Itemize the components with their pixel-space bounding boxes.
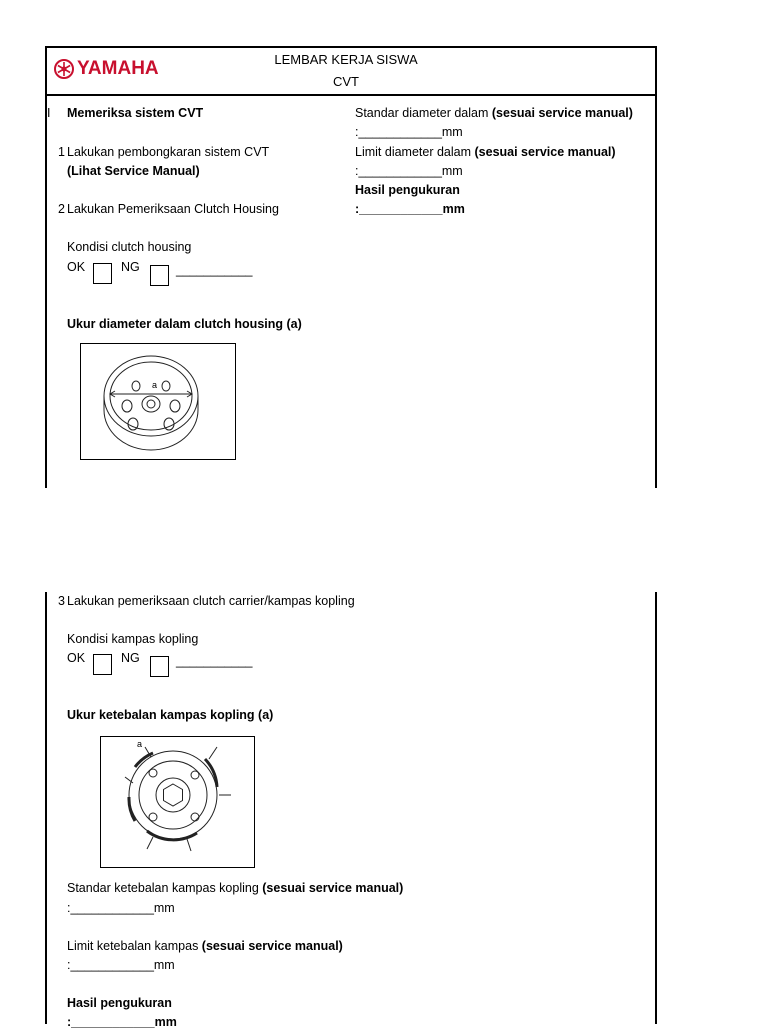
carrier-measure-label: Ukur ketebalan kampas kopling (a) — [67, 708, 274, 722]
table-right-border — [655, 46, 657, 488]
carrier-limit-label: Limit ketebalan kampas (sesuai service manual) — [67, 939, 343, 953]
carrier-diagram-label: a — [137, 739, 143, 749]
carrier-ok-label: OK — [67, 651, 86, 665]
clutch-carrier-drawing — [101, 737, 254, 867]
step-2-text: Lakukan Pemeriksaan Clutch Housing — [67, 202, 279, 216]
step-2-number: 2 — [58, 202, 65, 216]
carrier-ng-checkbox[interactable] — [150, 656, 169, 677]
housing-measure-label: Ukur diameter dalam clutch housing (a) — [67, 317, 302, 331]
housing-ng-label: NG — [121, 260, 140, 274]
step-1-text: Lakukan pembongkaran sistem CVT — [67, 145, 270, 159]
housing-result-field[interactable]: :____________mm — [355, 202, 465, 216]
yamaha-emblem-icon — [54, 59, 74, 79]
housing-std-label: Standar diameter dalam (sesuai service manual) — [355, 106, 633, 120]
page2-right-border — [655, 592, 657, 1024]
carrier-limit-field[interactable]: :____________mm — [67, 958, 175, 972]
carrier-ng-label: NG — [121, 651, 140, 665]
housing-limit-label: Limit diameter dalam (sesuai service manual) — [355, 145, 616, 159]
clutch-carrier-diagram — [100, 736, 255, 868]
step-1-subtext: (Lihat Service Manual) — [67, 164, 200, 178]
carrier-condition-label: Kondisi kampas kopling — [67, 632, 199, 646]
housing-ok-label: OK — [67, 260, 86, 274]
carrier-ok-checkbox[interactable] — [93, 654, 112, 675]
step-3-number: 3 — [58, 594, 65, 608]
carrier-result-field[interactable]: :____________mm — [67, 1015, 177, 1029]
sheet-subtitle: CVT — [333, 74, 359, 89]
carrier-std-label: Standar ketebalan kampas kopling (sesuai service manual) — [67, 881, 404, 895]
housing-std-field[interactable]: :____________mm — [355, 125, 463, 139]
housing-ng-checkbox[interactable] — [150, 265, 169, 286]
carrier-ng-note-line[interactable]: ___________ — [176, 654, 253, 668]
carrier-result-label: Hasil pengukuran — [67, 996, 172, 1010]
table-top-border — [45, 46, 657, 48]
clutch-housing-drawing — [81, 344, 235, 459]
clutch-housing-diagram — [80, 343, 236, 460]
yamaha-logo — [54, 58, 159, 80]
brand-name: YAMAHA — [77, 58, 159, 79]
section-heading: Memeriksa sistem CVT — [67, 106, 204, 120]
housing-ng-note-line[interactable]: ___________ — [176, 263, 253, 277]
carrier-std-field[interactable]: :____________mm — [67, 901, 175, 915]
header-bottom-border — [45, 94, 657, 96]
housing-result-label: Hasil pengukuran — [355, 183, 460, 197]
housing-condition-label: Kondisi clutch housing — [67, 240, 192, 254]
sheet-title: LEMBAR KERJA SISWA — [274, 52, 418, 67]
housing-limit-field[interactable]: :____________mm — [355, 164, 463, 178]
section-marker: I — [47, 106, 51, 120]
housing-diagram-label: a — [152, 380, 158, 390]
step-3-text: Lakukan pemeriksaan clutch carrier/kampas kopling — [67, 594, 355, 608]
housing-ok-checkbox[interactable] — [93, 263, 112, 284]
step-1-number: 1 — [58, 145, 65, 159]
page2-left-border — [45, 592, 47, 1024]
